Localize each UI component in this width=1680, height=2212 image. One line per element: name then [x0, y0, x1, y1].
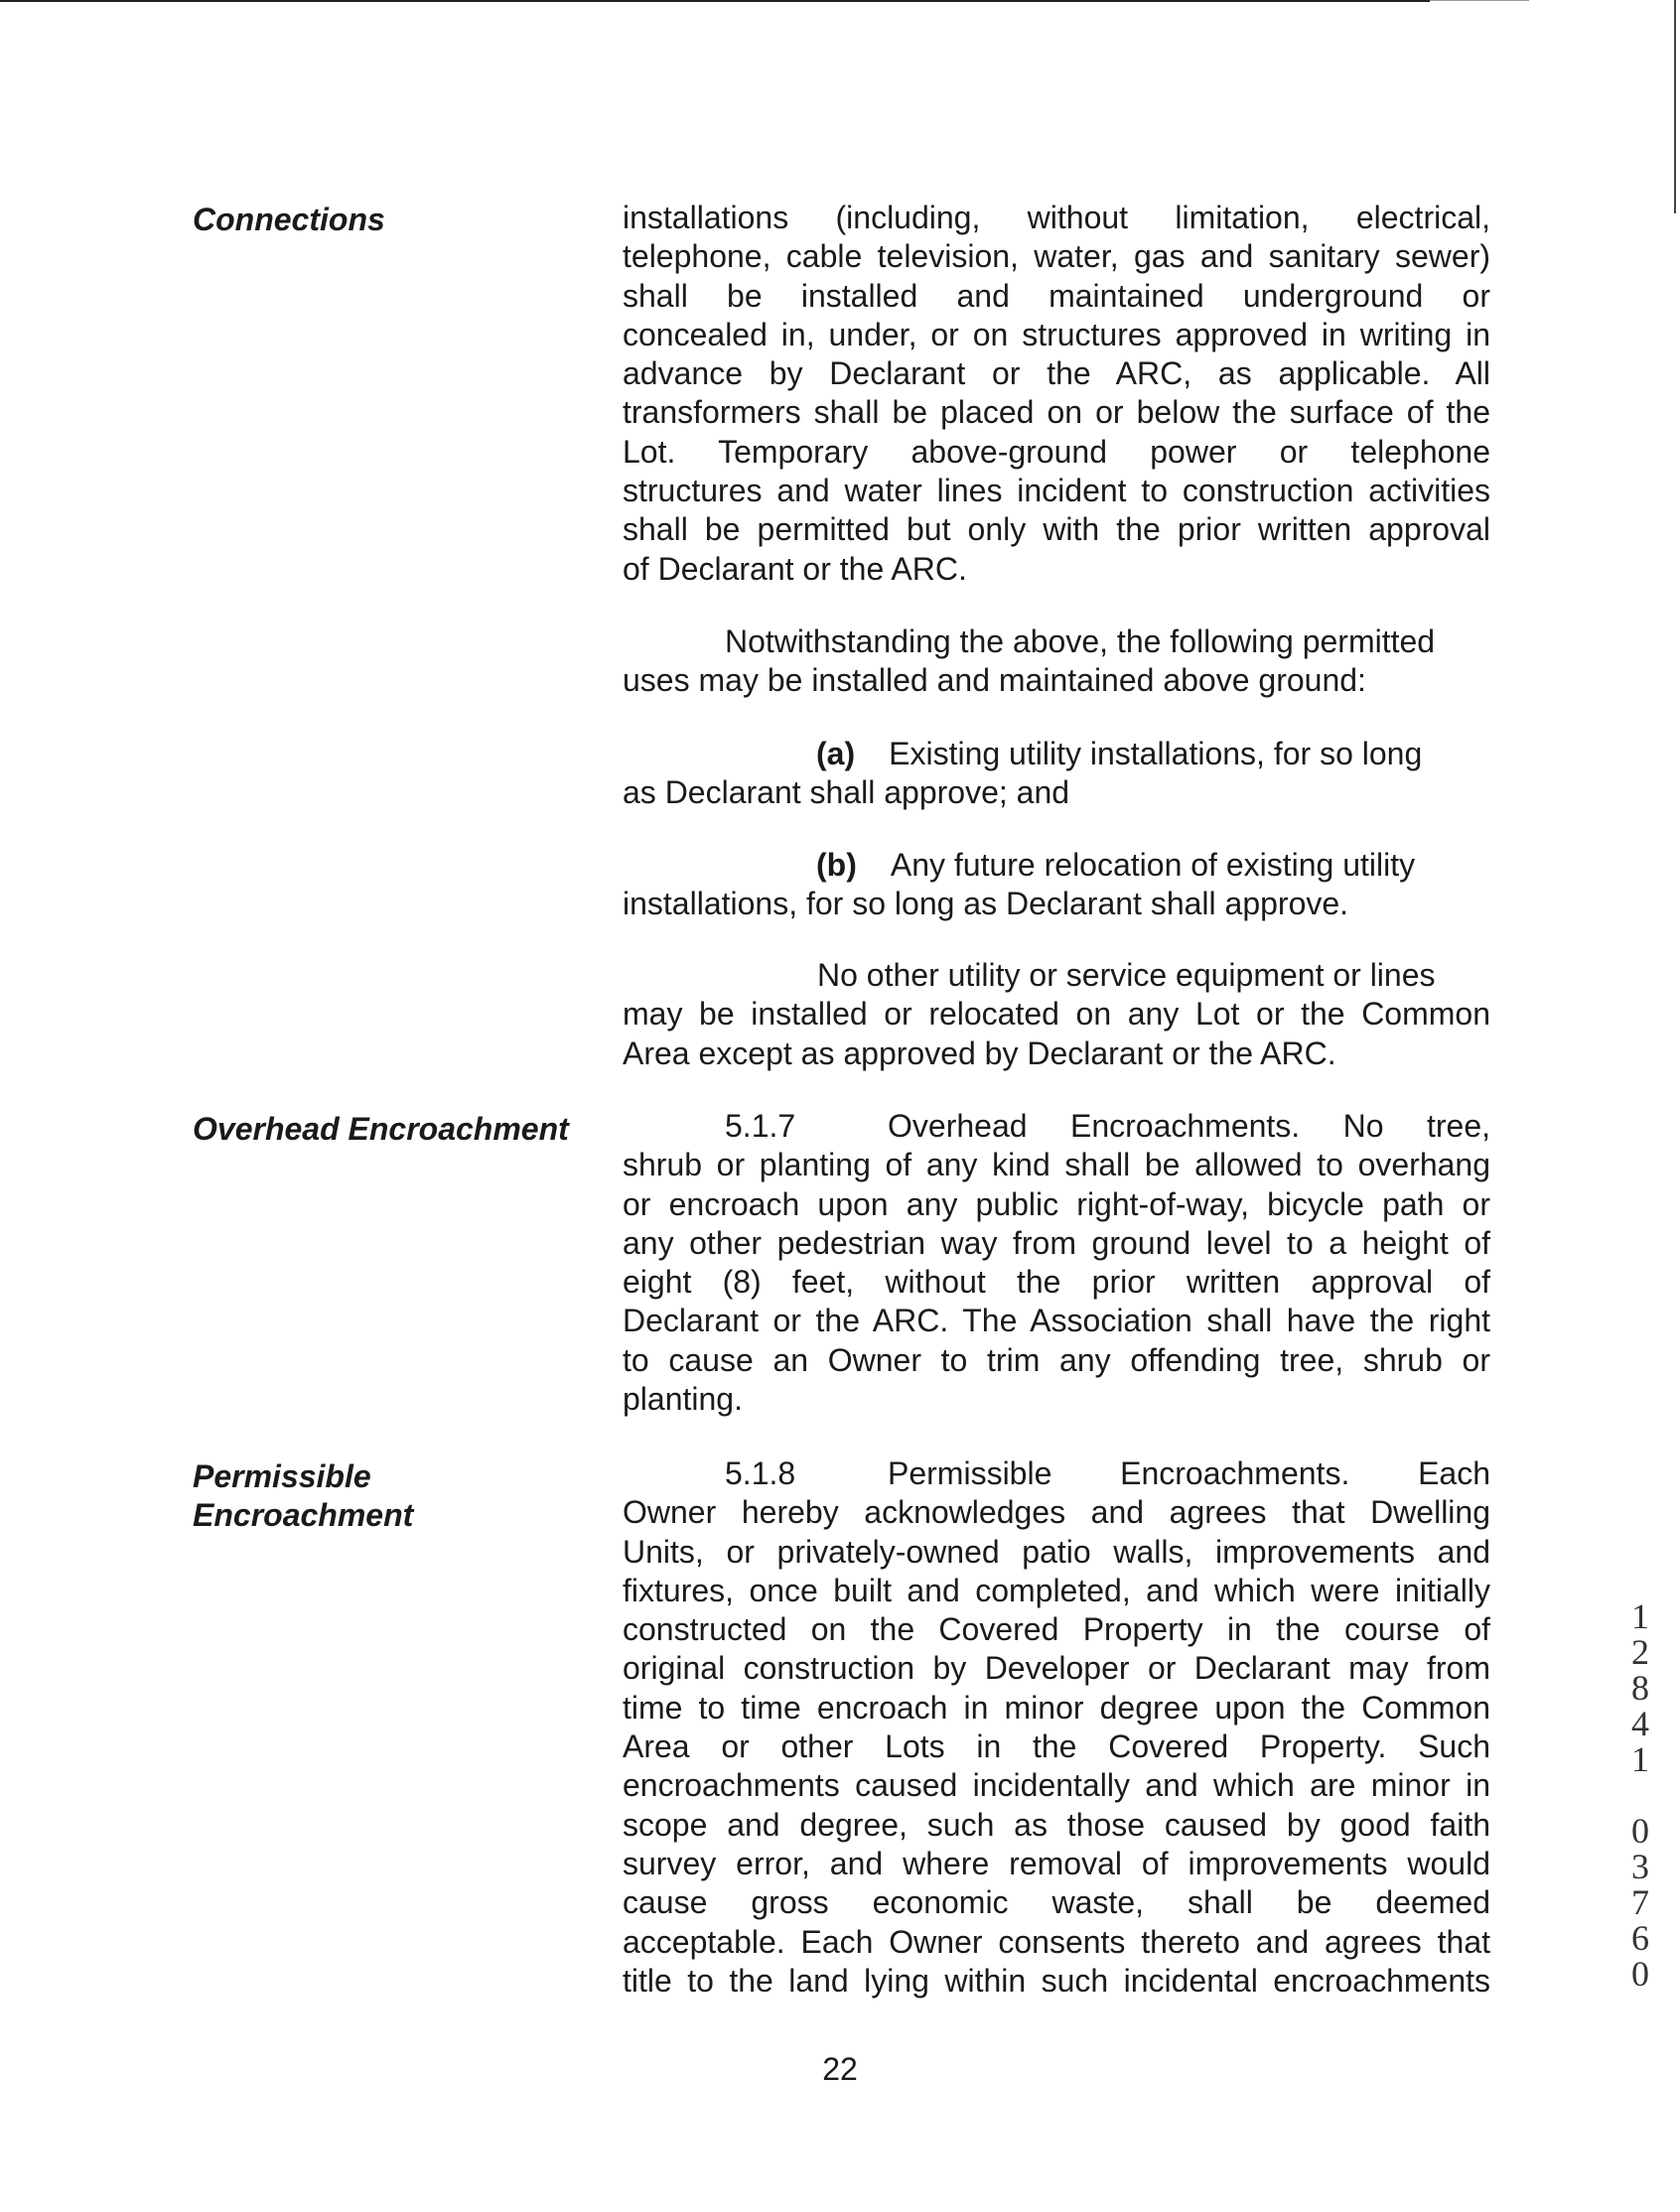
list-item-b: [623, 846, 1490, 924]
paragraph-line: concealed in, under, or on structures approved in writing in: [623, 316, 1490, 352]
item-text: Any future relocation of existing utility: [890, 847, 1416, 883]
margin-gap: [1620, 1777, 1660, 1813]
paragraph-text: Notwithstanding the above, the following permitted: [725, 623, 1436, 659]
margin-digit: 7: [1631, 1882, 1649, 1922]
list-item-a: [623, 735, 1490, 813]
no-other-paragraph: [623, 956, 1490, 1073]
margin-digit: 3: [1631, 1847, 1649, 1886]
notwithstanding-paragraph: [623, 622, 1490, 701]
paragraph-line: shall be installed and maintained underground or: [623, 277, 1490, 314]
margin-digit: 8: [1631, 1668, 1649, 1708]
section-number: 5.1.7: [725, 1108, 796, 1144]
item-label: (b): [816, 847, 857, 883]
top-rule-tail: [1430, 0, 1529, 1]
paragraph-line: shall be permitted but only with the prior written approval: [623, 511, 1490, 548]
paragraph-line: Area or other Lots in the Covered Property. Such: [623, 1728, 1490, 1765]
paragraph-line: [623, 1107, 1490, 1146]
margin-recording-code: [1620, 1598, 1660, 1992]
section-number: 5.1.8: [725, 1455, 796, 1491]
item-label: (a): [816, 736, 856, 771]
paragraph-line: [623, 846, 1490, 885]
paragraph-line: [623, 1454, 1490, 1493]
paragraph-line: [623, 622, 1490, 661]
paragraph-line: of Declarant or the ARC.: [623, 550, 967, 587]
paragraph-line: encroachments caused incidentally and which are minor in: [623, 1767, 1490, 1804]
paragraph-line: title to the land lying within such incidental encroachments: [623, 1962, 1490, 1999]
paragraph-line: original construction by Developer or Declarant may from: [623, 1650, 1490, 1687]
paragraph-line: fixtures, once built and completed, and which were initially: [623, 1572, 1490, 1608]
paragraph-line: installations (including, without limitation, electrical,: [623, 200, 1490, 235]
paragraph-line: survey error, and where removal of improvements would: [623, 1845, 1490, 1881]
page-number: 22: [822, 2051, 858, 2087]
side-heading-line: Encroachment: [193, 1497, 414, 1533]
paragraph-line: may be installed or relocated on any Lot or the Common: [623, 996, 1490, 1033]
paragraph-line: cause gross economic waste, shall be deemed: [623, 1884, 1490, 1921]
paragraph-line: Owner hereby acknowledges and agrees that Dwelling: [623, 1494, 1490, 1531]
margin-digit: 4: [1631, 1704, 1649, 1743]
side-heading-overhead-encroachment: Overhead Encroachment: [193, 1111, 569, 1147]
paragraph-line: uses may be installed and maintained above ground:: [623, 662, 1366, 699]
connections-paragraph: [623, 199, 1490, 589]
paragraph-line: scope and degree, such as those caused by good faith: [623, 1806, 1490, 1843]
paragraph-line: Declarant or the ARC. The Association shall have the right: [623, 1303, 1490, 1339]
section-first-line: Overhead Encroachments. No tree,: [888, 1108, 1490, 1144]
margin-digit: 2: [1631, 1632, 1649, 1672]
section-5-1-8: [623, 1454, 1490, 2001]
paragraph-line: transformers shall be placed on or below the surface of the: [623, 394, 1490, 431]
paragraph-text: No other utility or service equipment or lines: [817, 957, 1436, 993]
paragraph-line: time to time encroach in minor degree upon the Common: [623, 1689, 1490, 1726]
paragraph-line: Units, or privately-owned patio walls, improvements and: [623, 1533, 1490, 1570]
side-heading-connections: Connections: [193, 202, 385, 237]
right-edge-mark: [1674, 0, 1676, 213]
paragraph-line: shrub or planting of any kind shall be allowed to overhang: [623, 1147, 1490, 1183]
paragraph-line: as Declarant shall approve; and: [623, 774, 1070, 811]
paragraph-line: to cause an Owner to trim any offending tree, shrub or: [623, 1341, 1490, 1378]
paragraph-line: acceptable. Each Owner consents thereto and agrees that: [623, 1923, 1490, 1960]
margin-digit: 0: [1631, 1811, 1649, 1851]
top-rule: [0, 0, 1430, 2]
paragraph-line: Lot. Temporary above-ground power or telephone: [623, 433, 1490, 470]
paragraph-line: or encroach upon any public right-of-way, bicycle path or: [623, 1185, 1490, 1222]
paragraph-line: telephone, cable television, water, gas and sanitary sewer): [623, 238, 1490, 275]
paragraph-line: advance by Declarant or the ARC, as applicable. All: [623, 355, 1490, 392]
paragraph-line: Area except as approved by Declarant or the ARC.: [623, 1035, 1336, 1071]
section-5-1-7: [623, 1107, 1490, 1419]
margin-digit: 6: [1631, 1918, 1649, 1958]
margin-digit: 1: [1631, 1596, 1649, 1636]
paragraph-line: constructed on the Covered Property in the course of: [623, 1611, 1490, 1648]
paragraph-line: structures and water lines incident to construction activities: [623, 473, 1490, 509]
side-heading-line: Permissible: [193, 1458, 371, 1494]
paragraph-line: any other pedestrian way from ground level to a height of: [623, 1224, 1490, 1261]
paragraph-line: installations, for so long as Declarant shall approve.: [623, 886, 1349, 922]
item-text: Existing utility installations, for so long: [889, 736, 1423, 771]
margin-digit: 1: [1631, 1739, 1649, 1779]
side-heading-permissible-encroachment: [193, 1457, 610, 1535]
paragraph-line: [623, 735, 1490, 773]
section-first-line: Permissible Encroachments. Each: [888, 1455, 1490, 1491]
paragraph-line: planting.: [623, 1381, 743, 1418]
margin-digit: 0: [1631, 1954, 1649, 1994]
paragraph-line: eight (8) feet, without the prior written approval of: [623, 1264, 1490, 1301]
paragraph-line: [623, 956, 1490, 995]
